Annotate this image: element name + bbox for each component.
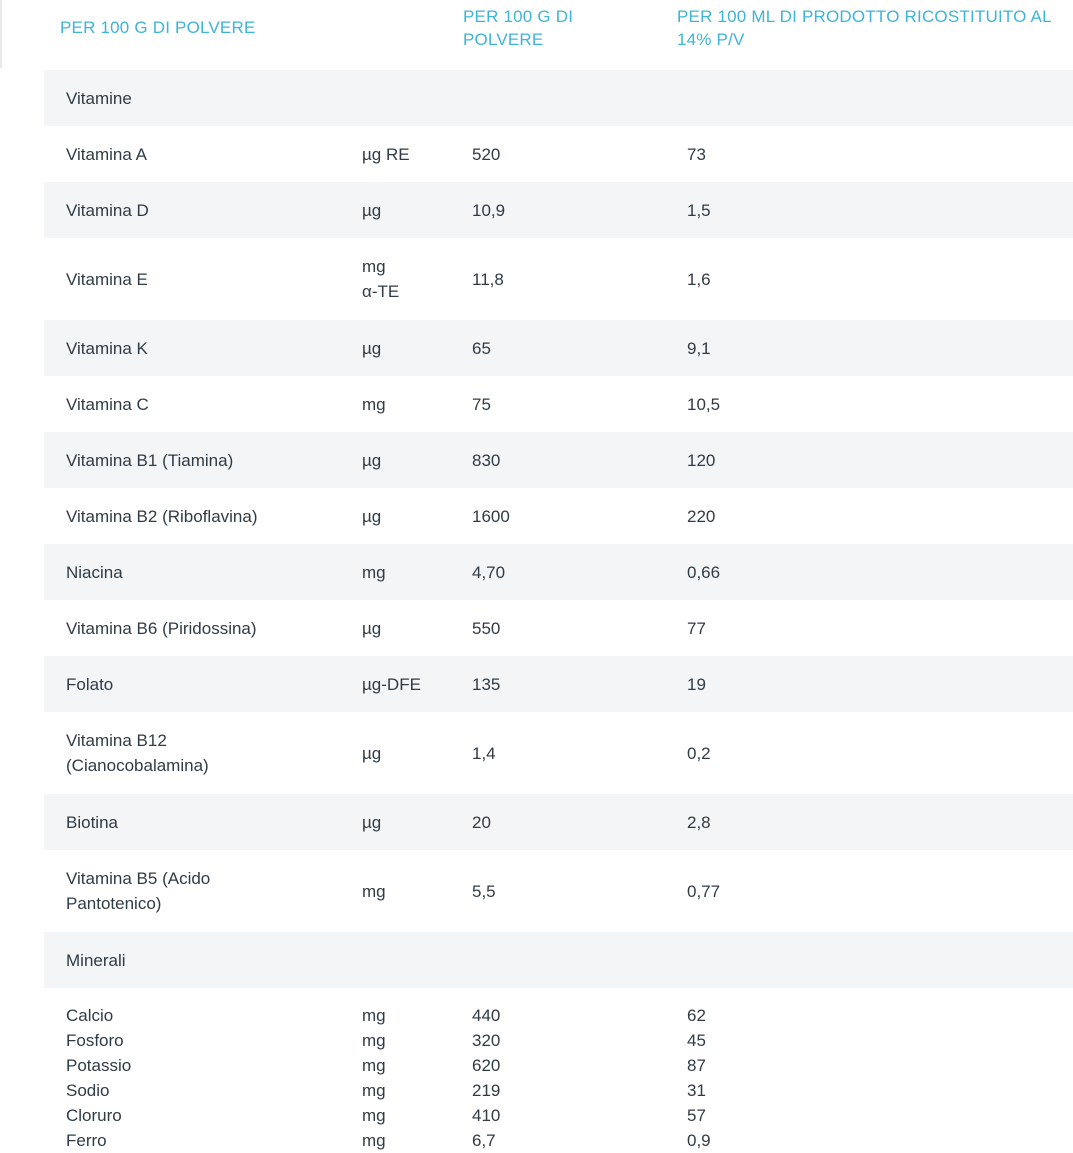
table-row — [44, 126, 1073, 182]
nutrient-unit: mg α-TE — [362, 257, 400, 301]
nutrient-name: Vitamina B1 (Tiamina) — [44, 432, 340, 488]
nutrient-name: Niacina — [44, 544, 340, 600]
value-per-100g: 135 — [450, 656, 665, 712]
nutrient-unit: µg — [362, 743, 382, 763]
value-per-100ml: 87 — [687, 1056, 706, 1075]
mineral-units — [340, 988, 450, 1153]
value-per-100ml: 0,77 — [687, 881, 721, 901]
value-per-100ml: 73 — [687, 144, 706, 164]
nutrient-name: Vitamina B2 (Riboflavina) — [66, 506, 258, 526]
nutrient-unit: mg — [362, 1031, 386, 1050]
nutrient-name: Vitamina B6 (Piridossina) — [66, 618, 257, 638]
table-row — [44, 182, 1073, 238]
value-per-100ml: 77 — [687, 618, 706, 638]
value-per-100g: 4,70 — [450, 544, 665, 600]
value-per-100g: 410 — [472, 1106, 501, 1125]
value-per-100g: 11,8 — [472, 269, 504, 289]
section-row-minerals — [44, 932, 1073, 988]
value-per-100ml: 220 — [687, 506, 716, 526]
nutrient-unit: µg — [362, 618, 382, 638]
value-per-100ml: 0,9 — [687, 1131, 711, 1150]
nutrient-name: Sodio — [66, 1081, 110, 1100]
left-border — [0, 0, 2, 68]
nutrient-unit: mg — [362, 1131, 386, 1150]
value-per-100g: 830 — [450, 432, 665, 488]
nutrient-name: Ferro — [66, 1131, 107, 1150]
table-row — [44, 712, 1073, 794]
section-title: Minerali — [44, 932, 1073, 988]
nutrient-unit: µg — [362, 506, 382, 526]
header-per-100ml: PER 100 ML DI PRODOTTO RICOSTITUITO AL 14% P/V — [677, 7, 1052, 49]
nutrient-unit: µg — [340, 794, 450, 850]
value-per-100g: 219 — [472, 1081, 501, 1100]
nutrient-unit: mg — [340, 544, 450, 600]
nutrient-name: Cloruro — [66, 1106, 122, 1125]
header-per-100g-col1: PER 100 G DI POLVERE — [60, 18, 256, 37]
nutrient-unit: mg — [362, 394, 386, 414]
section-title: Vitamine — [44, 70, 1073, 126]
table-row — [44, 794, 1073, 850]
value-per-100ml: 0,2 — [687, 743, 711, 763]
table-row — [44, 656, 1073, 712]
table-row — [44, 488, 1073, 544]
nutrient-name: Fosforo — [66, 1031, 124, 1050]
value-per-100ml: 9,1 — [665, 320, 1073, 376]
nutrition-table — [44, 70, 1073, 1153]
value-per-100g: 550 — [472, 618, 501, 638]
table-row — [44, 238, 1073, 320]
nutrient-unit: µg — [340, 320, 450, 376]
mineral-values-per-100g — [450, 988, 665, 1153]
nutrient-unit: µg-DFE — [340, 656, 450, 712]
table-row — [44, 376, 1073, 432]
table-row — [44, 320, 1073, 376]
value-per-100ml: 45 — [687, 1031, 706, 1050]
value-per-100g: 520 — [472, 144, 501, 164]
value-per-100g: 75 — [472, 394, 491, 414]
nutrient-name: Potassio — [66, 1056, 132, 1075]
nutrient-unit: mg — [362, 1081, 386, 1100]
value-per-100g: 320 — [472, 1031, 501, 1050]
value-per-100ml: 57 — [687, 1106, 706, 1125]
value-per-100ml: 120 — [665, 432, 1073, 488]
value-per-100ml: 1,5 — [665, 182, 1073, 238]
header-per-100g-col2: PER 100 G DI POLVERE — [463, 7, 574, 49]
nutrient-name: Vitamina D — [44, 182, 340, 238]
value-per-100ml: 1,6 — [687, 269, 711, 289]
value-per-100g: 6,7 — [472, 1131, 496, 1150]
nutrient-unit: µg — [340, 432, 450, 488]
nutrient-name: Vitamina K — [44, 320, 340, 376]
nutrient-unit: µg RE — [362, 144, 410, 164]
mineral-names — [44, 988, 340, 1153]
nutrient-unit: mg — [362, 881, 386, 901]
value-per-100ml: 31 — [687, 1081, 706, 1100]
nutrient-unit: mg — [362, 1106, 386, 1125]
value-per-100ml: 10,5 — [687, 394, 721, 414]
value-per-100g: 1600 — [472, 506, 510, 526]
table-row — [44, 850, 1073, 932]
table-row — [44, 432, 1073, 488]
value-per-100g: 1,4 — [472, 743, 496, 763]
value-per-100g: 10,9 — [450, 182, 665, 238]
value-per-100g: 20 — [450, 794, 665, 850]
nutrient-unit: mg — [362, 1056, 386, 1075]
value-per-100ml: 62 — [687, 1006, 706, 1025]
section-row-vitamins — [44, 70, 1073, 126]
nutrient-name: Folato — [44, 656, 340, 712]
nutrient-name: Vitamina E — [66, 269, 148, 289]
nutrient-name: Vitamina B5 (Acido Pantotenico) — [66, 869, 211, 913]
nutrient-name: Vitamina A — [66, 144, 147, 164]
value-per-100g: 5,5 — [472, 881, 496, 901]
value-per-100ml: 2,8 — [665, 794, 1073, 850]
nutrient-name: Calcio — [66, 1006, 114, 1025]
table-row — [44, 600, 1073, 656]
nutrient-unit: mg — [362, 1006, 386, 1025]
nutrient-unit: µg — [340, 182, 450, 238]
nutrient-name: Biotina — [44, 794, 340, 850]
value-per-100g: 65 — [450, 320, 665, 376]
nutrient-name: Vitamina B12 (Cianocobalamina) — [66, 731, 209, 775]
table-row — [44, 544, 1073, 600]
value-per-100ml: 19 — [665, 656, 1073, 712]
value-per-100ml: 0,66 — [665, 544, 1073, 600]
value-per-100g: 620 — [472, 1056, 501, 1075]
mineral-values-per-100ml — [665, 988, 1073, 1153]
table-row-minerals — [44, 988, 1073, 1153]
value-per-100g: 440 — [472, 1006, 501, 1025]
nutrient-name: Vitamina C — [66, 394, 149, 414]
